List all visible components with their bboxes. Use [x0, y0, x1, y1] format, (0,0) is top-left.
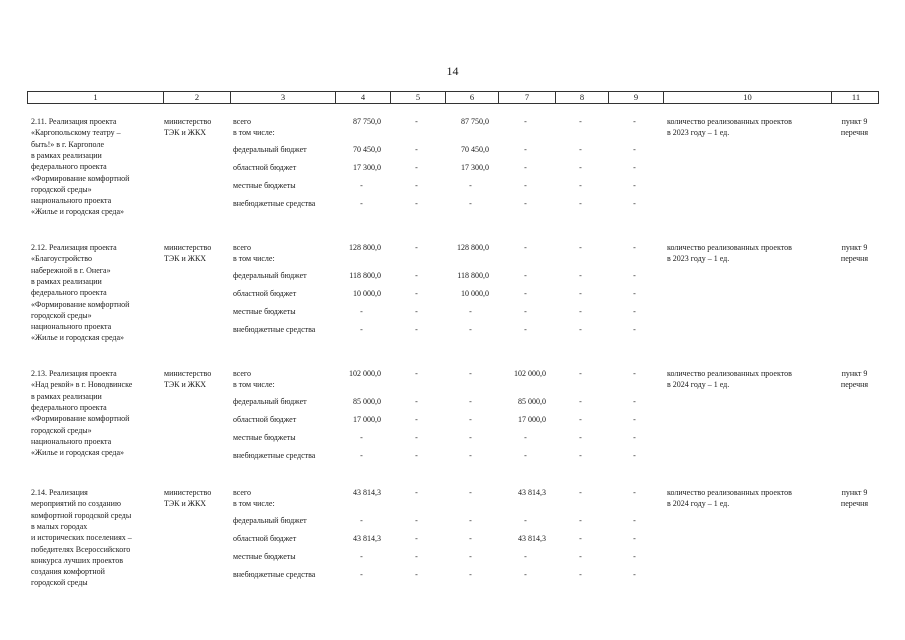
funding-value: - — [469, 451, 472, 460]
funding-value: - — [415, 307, 418, 316]
funding-source-label: в том числе: — [233, 128, 275, 138]
result-indicator-line: количество реализованных проектов — [667, 488, 792, 497]
funding-value: 17 300,0 — [461, 163, 489, 172]
funding-value: - — [360, 516, 363, 525]
funding-source-label: внебюджетные средства — [233, 451, 316, 460]
funding-value: 87 750,0 — [353, 117, 381, 126]
funding-value: - — [524, 199, 527, 208]
funding-value: - — [415, 145, 418, 154]
funding-source-label: в том числе: — [233, 380, 275, 390]
event-name-line: в рамках реализации — [31, 391, 102, 401]
funding-value: - — [579, 415, 582, 424]
funding-value: 70 450,0 — [353, 145, 381, 154]
reference-line: пункт 9 — [841, 369, 868, 378]
funding-value: - — [469, 433, 472, 442]
event-name-line: «Жилье и городская среда» — [31, 448, 125, 458]
funding-value: - — [579, 271, 582, 280]
result-indicator-line: в 2024 году – 1 ед. — [667, 499, 730, 509]
funding-value: - — [579, 289, 582, 298]
funding-value: - — [524, 117, 527, 126]
funding-source-label: областной бюджет — [233, 534, 297, 543]
event-name-line: в рамках реализации — [31, 276, 102, 286]
funding-value: - — [415, 433, 418, 442]
funding-value: - — [469, 325, 472, 334]
header-col-3: 3 — [230, 92, 335, 103]
responsible-line: ТЭК и ЖКХ — [164, 499, 207, 509]
funding-value: - — [633, 145, 636, 154]
funding-value: - — [415, 516, 418, 525]
funding-value: 87 750,0 — [461, 117, 489, 126]
funding-value: - — [579, 516, 582, 525]
header-col-6: 6 — [445, 92, 498, 103]
funding-source-label: местные бюджеты — [233, 552, 296, 561]
result-indicator-line: в 2023 году – 1 ед. — [667, 128, 730, 138]
result-indicator-line: количество реализованных проектов — [667, 117, 792, 126]
funding-value: - — [524, 433, 527, 442]
reference-line: перечня — [840, 254, 869, 264]
funding-value: - — [524, 271, 527, 280]
funding-value: 102 000,0 — [514, 369, 546, 378]
funding-value: 10 000,0 — [461, 289, 489, 298]
funding-value: - — [524, 516, 527, 525]
event-name-line: в малых городах — [31, 521, 88, 531]
event-name-line: «Формирование комфортной — [31, 173, 130, 183]
funding-source-label: всего — [233, 369, 252, 378]
funding-value: - — [524, 552, 527, 561]
header-col-7: 7 — [498, 92, 555, 103]
funding-value: - — [524, 289, 527, 298]
funding-value: - — [415, 117, 418, 126]
header-col-11: 11 — [831, 92, 880, 103]
funding-source-label: внебюджетные средства — [233, 325, 316, 334]
funding-value: - — [360, 433, 363, 442]
funding-source-label: областной бюджет — [233, 415, 297, 424]
funding-value: - — [579, 433, 582, 442]
funding-value: - — [360, 199, 363, 208]
funding-value: - — [469, 397, 472, 406]
funding-value: 10 000,0 — [353, 289, 381, 298]
funding-value: - — [360, 325, 363, 334]
event-name-line: «Жилье и городская среда» — [31, 333, 125, 343]
funding-value: - — [633, 325, 636, 334]
funding-source-label: областной бюджет — [233, 289, 297, 298]
funding-value: - — [633, 552, 636, 561]
reference-line: пункт 9 — [841, 243, 868, 252]
funding-value: - — [415, 397, 418, 406]
funding-value: - — [579, 325, 582, 334]
funding-value: - — [633, 433, 636, 442]
funding-value: - — [524, 325, 527, 334]
funding-source-label: федеральный бюджет — [233, 145, 307, 154]
funding-value: - — [469, 534, 472, 543]
event-name-line: городской среды» — [31, 425, 92, 435]
event-name-line: быть!» в г. Каргополе — [31, 139, 104, 149]
funding-value: - — [360, 181, 363, 190]
event-name-line: 2.13. Реализация проекта — [31, 369, 117, 378]
funding-value: - — [469, 570, 472, 579]
funding-value: 43 814,3 — [518, 488, 546, 497]
event-name-line: «Формирование комфортной — [31, 414, 130, 424]
funding-source-label: местные бюджеты — [233, 307, 296, 316]
header-col-4: 4 — [335, 92, 390, 103]
funding-value: 128 800,0 — [457, 243, 489, 252]
funding-value: - — [415, 325, 418, 334]
responsible-line: министерство — [164, 117, 212, 126]
funding-value: 43 814,3 — [353, 488, 381, 497]
table-header — [27, 91, 879, 104]
funding-value: - — [579, 199, 582, 208]
funding-value: - — [415, 415, 418, 424]
funding-source-label: в том числе: — [233, 499, 275, 509]
reference-line: перечня — [840, 499, 869, 509]
header-col-2: 2 — [163, 92, 230, 103]
event-name-line: городской среды — [31, 578, 88, 588]
funding-source-label: внебюджетные средства — [233, 570, 316, 579]
event-name-line: комфортной городской среды — [31, 510, 132, 520]
funding-source-label: внебюджетные средства — [233, 199, 316, 208]
funding-value: - — [415, 570, 418, 579]
funding-value: 102 000,0 — [349, 369, 381, 378]
funding-value: - — [415, 289, 418, 298]
funding-value: - — [415, 534, 418, 543]
result-indicator-line: в 2024 году – 1 ед. — [667, 380, 730, 390]
funding-source-label: всего — [233, 117, 252, 126]
funding-value: - — [579, 163, 582, 172]
event-name-line: мероприятий по созданию — [31, 499, 121, 509]
funding-source-label: местные бюджеты — [233, 181, 296, 190]
funding-value: - — [633, 289, 636, 298]
responsible-line: ТЭК и ЖКХ — [164, 254, 207, 264]
funding-value: - — [579, 451, 582, 460]
result-indicator-line: количество реализованных проектов — [667, 243, 792, 252]
funding-value: - — [524, 145, 527, 154]
funding-value: - — [415, 488, 418, 497]
funding-value: - — [633, 397, 636, 406]
funding-value: - — [633, 415, 636, 424]
event-name-line: 2.14. Реализация — [31, 488, 88, 497]
funding-value: - — [469, 181, 472, 190]
funding-value: - — [579, 488, 582, 497]
responsible-line: министерство — [164, 243, 212, 252]
funding-value: 85 000,0 — [353, 397, 381, 406]
funding-value: - — [415, 271, 418, 280]
funding-value: - — [524, 243, 527, 252]
reference-line: перечня — [840, 128, 869, 138]
header-col-1: 1 — [93, 92, 98, 102]
funding-value: - — [415, 199, 418, 208]
funding-value: 118 800,0 — [349, 271, 381, 280]
funding-value: - — [579, 552, 582, 561]
funding-value: - — [633, 570, 636, 579]
funding-value: - — [579, 181, 582, 190]
funding-value: 43 814,3 — [353, 534, 381, 543]
event-name-line: национального проекта — [31, 436, 112, 446]
funding-source-label: в том числе: — [233, 254, 275, 264]
funding-value: - — [633, 516, 636, 525]
funding-value: - — [415, 181, 418, 190]
header-col-10: 10 — [663, 92, 831, 103]
event-name-line: и исторических поселениях – — [31, 533, 132, 543]
funding-value: 118 800,0 — [457, 271, 489, 280]
event-name-line: городской среды» — [31, 310, 92, 320]
event-name-line: конкурса лучших проектов — [31, 555, 124, 565]
funding-value: - — [415, 243, 418, 252]
funding-value: - — [469, 516, 472, 525]
funding-source-label: местные бюджеты — [233, 433, 296, 442]
funding-value: - — [360, 451, 363, 460]
funding-value: - — [633, 181, 636, 190]
funding-value: - — [469, 307, 472, 316]
event-name-line: «Жилье и городская среда» — [31, 207, 125, 217]
funding-value: 128 800,0 — [349, 243, 381, 252]
event-name-line: «Формирование комфортной — [31, 299, 130, 309]
event-name-line: федерального проекта — [31, 162, 107, 172]
page-number: 14 — [446, 64, 459, 78]
event-name-line: «Над рекой» в г. Новодвинске — [31, 380, 133, 390]
funding-value: - — [579, 369, 582, 378]
reference-line: перечня — [840, 380, 869, 390]
event-name-line: создания комфортной — [31, 567, 105, 577]
header-col-5: 5 — [390, 92, 445, 103]
funding-source-label: федеральный бюджет — [233, 397, 307, 406]
funding-value: - — [579, 534, 582, 543]
funding-value: - — [579, 397, 582, 406]
funding-value: - — [633, 534, 636, 543]
funding-value: - — [469, 369, 472, 378]
funding-value: - — [415, 369, 418, 378]
event-name-line: национального проекта — [31, 322, 112, 332]
funding-value: 17 000,0 — [518, 415, 546, 424]
funding-value: - — [633, 117, 636, 126]
funding-value: - — [469, 199, 472, 208]
reference-line: пункт 9 — [841, 488, 868, 497]
funding-value: - — [524, 163, 527, 172]
event-name-line: победителях Всероссийского — [31, 544, 131, 554]
responsible-line: министерство — [164, 488, 212, 497]
funding-value: - — [579, 117, 582, 126]
event-name-line: в рамках реализации — [31, 150, 102, 160]
funding-value: - — [579, 145, 582, 154]
funding-value: - — [415, 451, 418, 460]
responsible-line: министерство — [164, 369, 212, 378]
funding-source-label: федеральный бюджет — [233, 516, 307, 525]
funding-value: - — [633, 199, 636, 208]
funding-value: - — [360, 552, 363, 561]
funding-source-label: всего — [233, 243, 252, 252]
event-name-line: 2.11. Реализация проекта — [31, 117, 117, 126]
responsible-line: ТЭК и ЖКХ — [164, 128, 207, 138]
funding-value: - — [579, 307, 582, 316]
funding-value: - — [633, 369, 636, 378]
header-col-9: 9 — [608, 92, 663, 103]
event-name-line: городской среды» — [31, 184, 92, 194]
event-name-line: федерального проекта — [31, 402, 107, 412]
funding-value: 17 300,0 — [353, 163, 381, 172]
funding-value: - — [633, 271, 636, 280]
funding-value: 70 450,0 — [461, 145, 489, 154]
funding-value: - — [524, 181, 527, 190]
funding-value: - — [360, 570, 363, 579]
event-name-line: 2.12. Реализация проекта — [31, 243, 117, 252]
funding-value: - — [469, 488, 472, 497]
funding-value: - — [579, 570, 582, 579]
event-name-line: федерального проекта — [31, 288, 107, 298]
header-col-8: 8 — [555, 92, 608, 103]
result-indicator-line: количество реализованных проектов — [667, 369, 792, 378]
funding-value: - — [524, 451, 527, 460]
event-name-line: набережной в г. Онега» — [31, 265, 111, 275]
funding-value: - — [524, 570, 527, 579]
funding-source-label: областной бюджет — [233, 163, 297, 172]
funding-value: - — [633, 307, 636, 316]
funding-value: - — [633, 163, 636, 172]
reference-line: пункт 9 — [841, 117, 868, 126]
funding-value: - — [633, 451, 636, 460]
event-name-line: «Каргопольскому театру – — [31, 128, 121, 138]
funding-value: 43 814,3 — [518, 534, 546, 543]
funding-value: - — [633, 488, 636, 497]
funding-value: - — [579, 243, 582, 252]
funding-source-label: федеральный бюджет — [233, 271, 307, 280]
result-indicator-line: в 2023 году – 1 ед. — [667, 254, 730, 264]
funding-value: - — [469, 552, 472, 561]
funding-value: - — [415, 163, 418, 172]
funding-value: - — [469, 415, 472, 424]
funding-value: 17 000,0 — [353, 415, 381, 424]
funding-value: - — [633, 243, 636, 252]
event-name-line: «Благоустройство — [31, 254, 93, 264]
funding-source-label: всего — [233, 488, 252, 497]
funding-value: 85 000,0 — [518, 397, 546, 406]
funding-value: - — [415, 552, 418, 561]
funding-value: - — [524, 307, 527, 316]
event-name-line: национального проекта — [31, 196, 112, 206]
funding-value: - — [360, 307, 363, 316]
responsible-line: ТЭК и ЖКХ — [164, 380, 207, 390]
